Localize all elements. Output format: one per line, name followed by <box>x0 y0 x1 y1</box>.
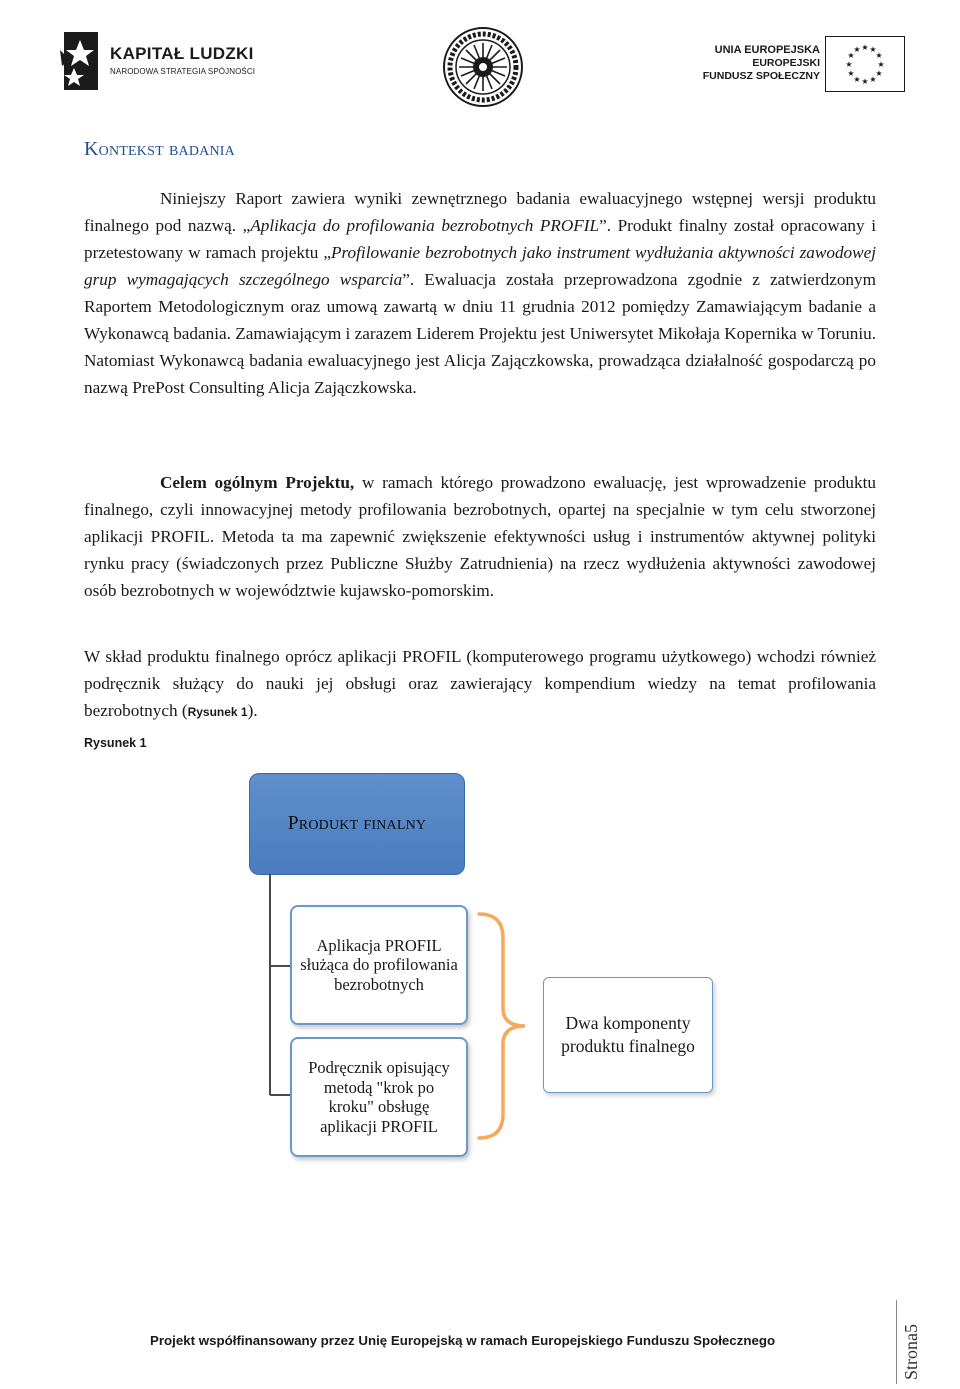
section-heading: Kontekst badania <box>84 138 235 160</box>
eu-logo-text <box>703 44 820 83</box>
diagram-node-application-label: Aplikacja PROFIL służąca do profilowania bezrobotnych <box>300 935 458 994</box>
paragraph-goal <box>84 469 876 604</box>
diagram-node-manual-label: Podręcznik opisujący metodą "krok po kroku" obsługę aplikacji PROFIL <box>308 1058 450 1136</box>
university-seal-icon <box>442 26 524 108</box>
svg-text:★: ★ <box>861 77 869 86</box>
diagram-top-node <box>249 773 465 875</box>
svg-text:★: ★ <box>847 69 855 78</box>
paragraph-components <box>84 643 876 726</box>
product-name-italic: Aplikacja do profilowania bezrobotnych PROFIL <box>250 216 600 235</box>
diagram-node-manual <box>290 1037 468 1157</box>
svg-text:★: ★ <box>853 75 861 84</box>
project-name-italic: Profilowanie bezrobotnych jako instrument wydłużania aktywności zawodowej grup wymagających szczególnego wsparcia <box>84 243 877 289</box>
paragraph-intro-text-2: ”. Produkt finalny został opracowany i przetestowany w ramach projektu „ <box>84 216 876 262</box>
diagram-node-application <box>290 905 468 1025</box>
svg-text:★: ★ <box>875 51 883 60</box>
eu-logo-line1: UNIA EUROPEJSKA <box>714 44 820 56</box>
figure-label: Rysunek 1 <box>84 736 147 750</box>
page-number: Strona5 <box>901 1324 921 1380</box>
eu-logo-line3: FUNDUSZ SPOŁECZNY <box>702 70 820 82</box>
svg-text:★: ★ <box>853 45 861 54</box>
svg-text:★: ★ <box>861 43 869 52</box>
footer-text: Projekt współfinansowany przez Unię Europejską w ramach Europejskiego Funduszu Społecznego <box>150 1333 776 1348</box>
paragraph-intro <box>84 185 876 401</box>
kapital-ludzki-mark-icon <box>58 30 102 92</box>
svg-text:★: ★ <box>869 75 877 84</box>
svg-text:★: ★ <box>877 60 885 69</box>
goal-text: w ramach którego prowadzono ewaluację, jest wprowadzenie produktu finalnego, czyli innowacyjnej metody profilowania bezrobotnych, opartej na specjalnie w tym celu stworzonej aplikacji PROFIL. Metoda ta ma zapewnić zwiększenie efektywności usług i instrumentów aktywnej polityki rynku pracy (świadczonych przez Publiczne Służby Zatrudnienia) na rzecz wydłużenia aktywności zawodowej osób bezrobotnych w województwie kujawsko-pomorskim. <box>84 473 876 600</box>
eu-logo-line2: EUROPEJSKI <box>752 57 820 69</box>
svg-text:★: ★ <box>875 69 883 78</box>
diagram-top-label: Produkt finalny <box>287 813 427 834</box>
svg-text:★: ★ <box>847 51 855 60</box>
components-text-end: ). <box>247 701 258 720</box>
kapital-ludzki-title: KAPITAŁ LUDZKI <box>110 44 254 63</box>
paragraph-intro-text-1: Niniejszy Raport zawiera wyniki zewnętrznego badania ewaluacyjnego wstępnej wersji produktu finalnego pod nazwą. „ <box>84 189 876 235</box>
kapital-ludzki-logo <box>58 30 268 92</box>
eu-stars-icon <box>826 37 904 91</box>
diagram-summary-node <box>543 977 713 1093</box>
eu-flag <box>825 36 905 92</box>
diagram-brace <box>473 908 533 1144</box>
paragraph-intro-text-3: ”. Ewaluacja została przeprowadzona zgodnie z zatwierdzonym Raportem Metodologicznym oraz umową zawartą w dniu 11 grudnia 2012 pomiędzy Zamawiającym badanie a Wykonawcą badania. Zamawiającym i zarazem Liderem Projektu jest Uniwersytet Mikołaja Kopernika w Toruniu. Natomiast Wykonawcą badania ewaluacyjnego jest Alicja Zajączkowska, prowadząca działalność gospodarczą po nazwą PrePost Consulting Alicja Zajączkowska. <box>84 270 876 397</box>
figure-reference: Rysunek 1 <box>187 705 248 719</box>
goal-bold-lead: Celem ogólnym Projektu, <box>160 473 355 492</box>
diagram-summary-label: Dwa komponenty produktu finalnego <box>561 1013 695 1056</box>
umk-seal-logo <box>442 26 524 108</box>
svg-text:★: ★ <box>845 60 853 69</box>
kapital-ludzki-subtitle: NARODOWA STRATEGIA SPÓJNOŚCI <box>110 67 256 76</box>
page-number-box <box>896 1300 937 1384</box>
eu-efs-logo <box>690 36 905 92</box>
svg-text:★: ★ <box>869 45 877 54</box>
components-text: W skład produktu finalnego oprócz aplikacji PROFIL (komputerowego programu użytkowego) wchodzi również podręcznik służący do nauki jej obsługi oraz zawierający kompendium wiedzy na temat profilowania bezrobotnych ( <box>84 647 876 720</box>
